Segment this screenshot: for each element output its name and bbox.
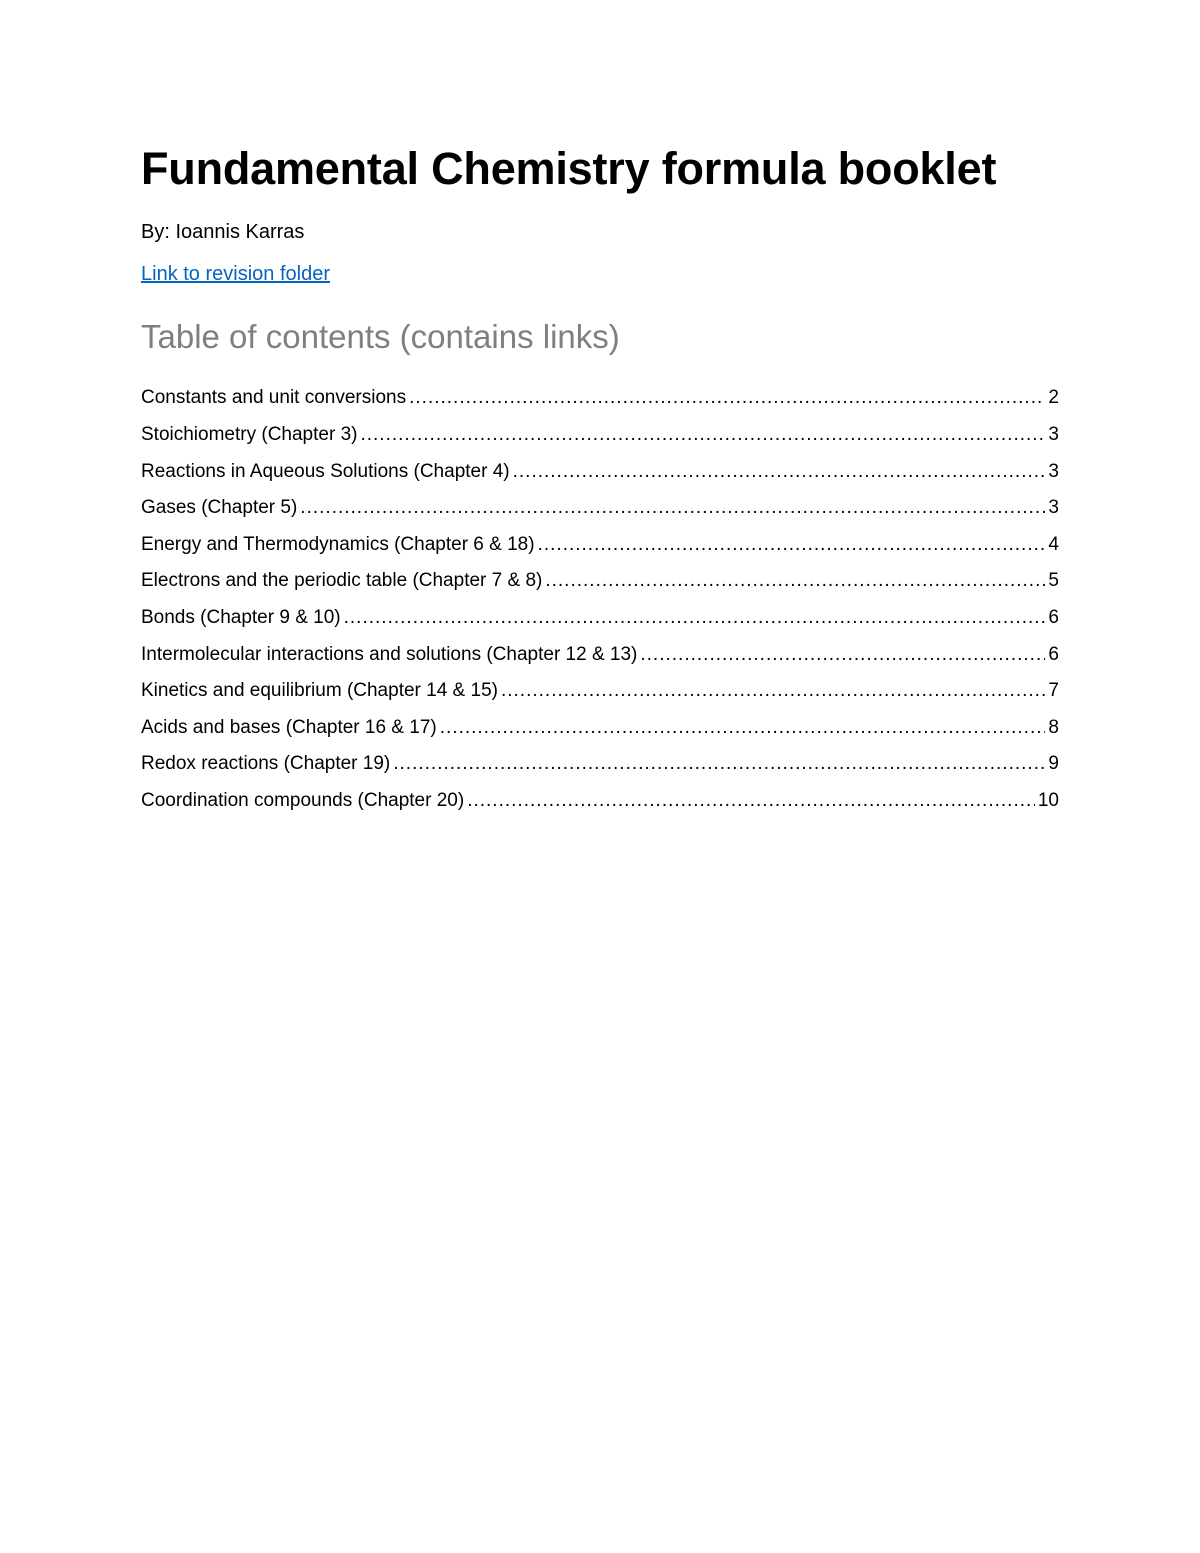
revision-folder-link[interactable]: Link to revision folder	[141, 263, 330, 285]
toc-entry-page: 4	[1048, 533, 1059, 555]
toc-entry-page: 2	[1048, 387, 1059, 409]
toc-entry-label: Coordination compounds (Chapter 20)	[141, 789, 465, 811]
toc-heading: Table of contents (contains links)	[141, 318, 620, 355]
toc-dot-leader	[538, 532, 1046, 558]
toc-entry-thermodynamics[interactable]	[141, 532, 1059, 569]
toc-entry-page: 3	[1048, 423, 1059, 445]
toc-dot-leader	[409, 385, 1045, 411]
document-title: Fundamental Chemistry formula booklet	[141, 143, 997, 194]
toc-entry-redox[interactable]	[141, 751, 1059, 788]
toc-entry-label: Constants and unit conversions	[141, 387, 407, 409]
toc-dot-leader	[360, 422, 1045, 448]
toc-entry-page: 8	[1048, 716, 1059, 738]
toc-entry-page: 9	[1048, 753, 1059, 775]
document-page	[141, 138, 1059, 825]
toc-entry-page: 10	[1037, 789, 1059, 811]
toc-entry-label: Electrons and the periodic table (Chapter 7 & 8)	[141, 570, 543, 592]
toc-dot-leader	[440, 715, 1046, 741]
toc-entry-bonds[interactable]	[141, 605, 1059, 642]
toc-dot-leader	[545, 568, 1045, 594]
toc-entry-gases[interactable]	[141, 495, 1059, 532]
toc-entry-page: 6	[1048, 643, 1059, 665]
toc-dot-leader	[501, 678, 1045, 704]
toc-entry-page: 5	[1048, 570, 1059, 592]
toc-entry-label: Stoichiometry (Chapter 3)	[141, 423, 358, 445]
toc-entry-kinetics[interactable]	[141, 678, 1059, 715]
toc-entry-label: Bonds (Chapter 9 & 10)	[141, 606, 341, 628]
toc-entry-label: Reactions in Aqueous Solutions (Chapter 4)	[141, 460, 510, 482]
toc-entry-page: 7	[1048, 680, 1059, 702]
toc-dot-leader	[344, 605, 1046, 631]
toc-entry-label: Kinetics and equilibrium (Chapter 14 & 15)	[141, 680, 498, 702]
toc-entry-label: Acids and bases (Chapter 16 & 17)	[141, 716, 437, 738]
toc-entry-constants[interactable]	[141, 385, 1059, 422]
toc-entry-stoichiometry[interactable]	[141, 422, 1059, 459]
table-of-contents	[141, 385, 1059, 824]
toc-entry-label: Redox reactions (Chapter 19)	[141, 753, 391, 775]
toc-entry-label: Intermolecular interactions and solutions (Chapter 12 & 13)	[141, 643, 638, 665]
toc-entry-page: 3	[1048, 460, 1059, 482]
toc-entry-electrons[interactable]	[141, 568, 1059, 605]
toc-entry-label: Energy and Thermodynamics (Chapter 6 & 18)	[141, 533, 535, 555]
toc-dot-leader	[467, 788, 1035, 814]
toc-entry-acids-bases[interactable]	[141, 715, 1059, 752]
toc-dot-leader	[513, 459, 1046, 485]
toc-dot-leader	[393, 751, 1045, 777]
toc-dot-leader	[300, 495, 1045, 521]
toc-dot-leader	[640, 642, 1045, 668]
toc-entry-page: 3	[1048, 497, 1059, 519]
toc-entry-label: Gases (Chapter 5)	[141, 497, 298, 519]
toc-entry-aqueous-solutions[interactable]	[141, 459, 1059, 496]
author-line: By: Ioannis Karras	[141, 221, 305, 243]
toc-entry-coordination[interactable]	[141, 788, 1059, 825]
toc-entry-intermolecular[interactable]	[141, 642, 1059, 679]
toc-entry-page: 6	[1048, 606, 1059, 628]
